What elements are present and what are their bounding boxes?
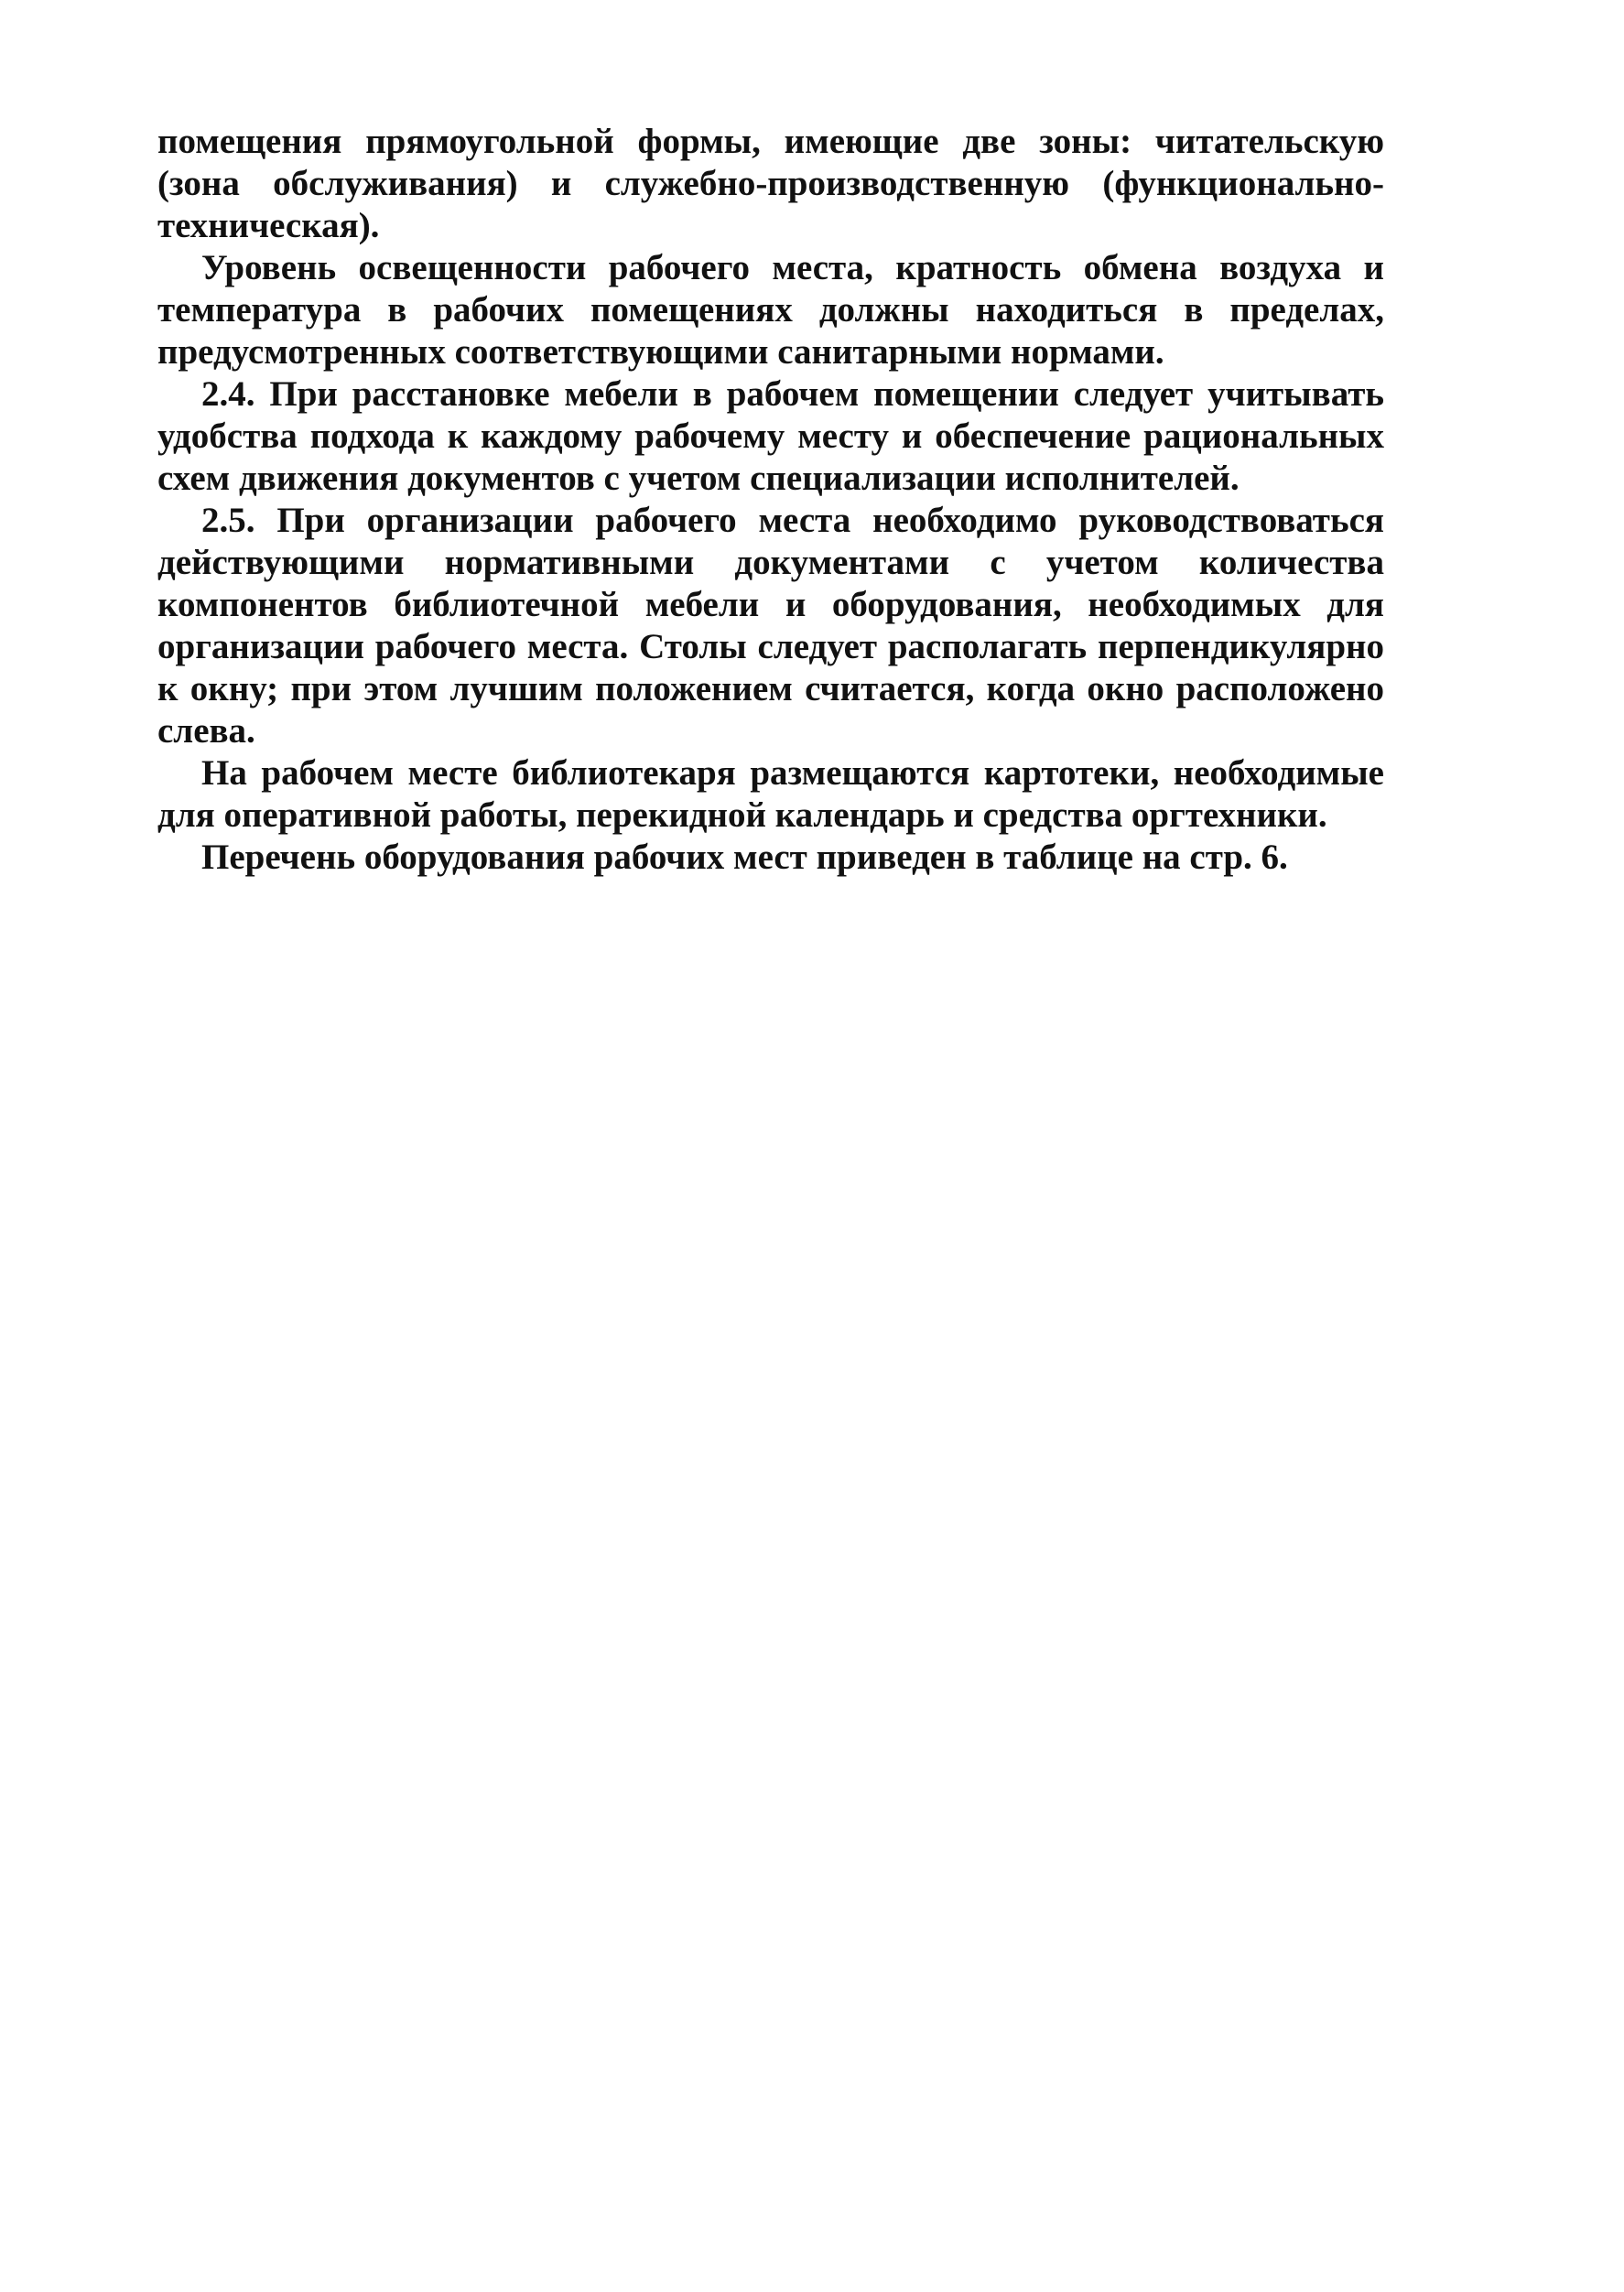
paragraph-continuation: помещения прямоугольной формы, имеющие две зоны: читательскую (зона обслуживания) и служебно-производственную (функционально-техническая). [157,122,1384,245]
paragraph-equipment-list: Перечень оборудования рабочих мест приведен в таблице на стр. 6. [201,838,1288,877]
body-text [157,121,1384,879]
paragraph-lighting-norms: Уровень освещенности рабочего места, кратность обмена воздуха и температура в рабочих помещениях должны находиться в пределах, предусмотренных соответствующими санитарными нормами. [157,248,1384,372]
paragraph-librarian-workplace: На рабочем месте библиотекаря размещаются картотеки, необходимые для оперативной работы, перекидной календарь и средства оргтехники. [157,753,1384,835]
paragraph-2-4: 2.4. При расстановке мебели в рабочем помещении следует учитывать удобства подхода к каждому рабочему месту и обеспечение рациональных схем движения документов с учетом специализации исполнителей. [157,374,1384,498]
paragraph-2-5: 2.5. При организации рабочего места необходимо руководствоваться действующими нормативными документами с учетом количества компонентов библиотечной мебели и оборудования, необходимых для организации рабочего места. Столы следует располагать перпендикулярно к окну; при этом лучшим положением считается, когда окно расположено слева. [157,501,1384,751]
